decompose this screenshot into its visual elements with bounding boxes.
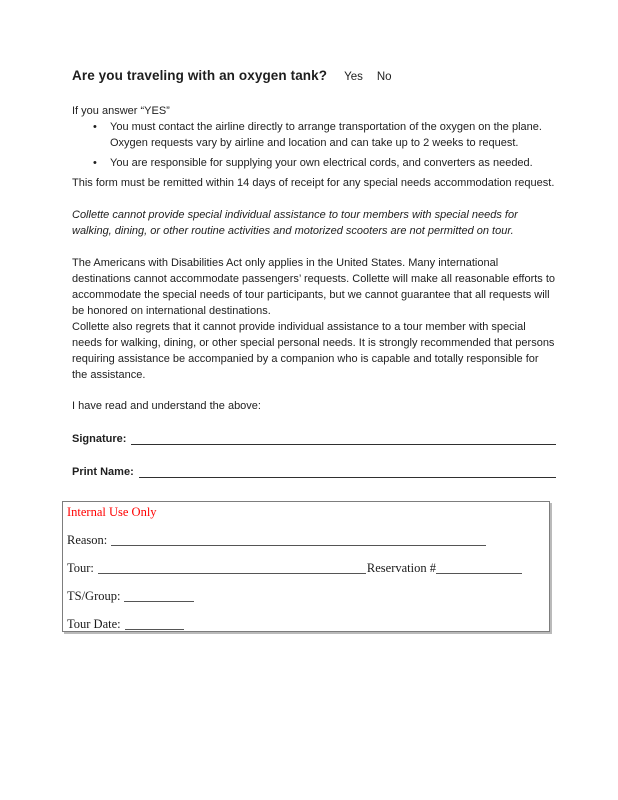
acknowledgement-line: I have read and understand the above: bbox=[72, 400, 261, 412]
bullet-icon: • bbox=[93, 121, 97, 133]
signature-line[interactable] bbox=[131, 443, 556, 445]
list-item bbox=[72, 119, 556, 151]
if-yes-intro: If you answer “YES” bbox=[72, 105, 170, 117]
tour-label: Tour: bbox=[67, 561, 94, 575]
answer-option-yes[interactable]: Yes bbox=[344, 71, 363, 83]
signature-label: Signature: bbox=[72, 433, 127, 445]
print-name-line[interactable] bbox=[139, 476, 556, 478]
tour-line[interactable] bbox=[98, 572, 366, 574]
internal-use-title: Internal Use Only bbox=[67, 505, 157, 519]
list-item bbox=[72, 155, 556, 171]
tour-date-label: Tour Date: bbox=[67, 617, 121, 631]
tour-date-row bbox=[67, 617, 541, 632]
bullet-text: You are responsible for supplying your own electrical cords, and converters as needed. bbox=[110, 157, 533, 169]
remit-note: This form must be remitted within 14 days of receipt for any special needs accommodation request. bbox=[72, 177, 555, 189]
question-title: Are you traveling with an oxygen tank? bbox=[72, 68, 328, 83]
ts-group-line[interactable] bbox=[124, 600, 194, 602]
regret-paragraph: Collette also regrets that it cannot provide individual assistance to a tour member with special needs for walking, dining, or other special personal needs. It is strongly recommended that persons requiring assistance be accompanied by a companion who is capable and totally responsible for the assistance. bbox=[72, 321, 555, 381]
ts-group-label: TS/Group: bbox=[67, 589, 121, 603]
print-name-label: Print Name: bbox=[72, 466, 134, 478]
reason-row bbox=[67, 533, 541, 548]
bullet-text: You must contact the airline directly to arrange transportation of the oxygen on the plane. Oxygen requests vary by airline and location and can take up to 2 weeks to request. bbox=[110, 121, 542, 149]
ts-group-row bbox=[67, 589, 541, 604]
assistance-disclaimer: Collette cannot provide special individual assistance to tour members with special needs for walking, dining, or other routine activities and motorized scooters are not permitted on tour. bbox=[72, 209, 518, 237]
yes-instructions-list bbox=[72, 119, 556, 171]
reason-line[interactable] bbox=[111, 544, 486, 546]
ada-paragraph: The Americans with Disabilities Act only applies in the United States. Many international destinations cannot accommodate passengers’ requests. Collette will make all reasonable efforts to accommodate the special needs of tour participants, but we cannot guarantee that all requests will be honored on international destinations. bbox=[72, 257, 556, 317]
reason-label: Reason: bbox=[67, 533, 108, 547]
reservation-line[interactable] bbox=[436, 572, 522, 574]
signature-row bbox=[72, 431, 556, 447]
tour-row bbox=[67, 561, 541, 576]
print-name-row bbox=[72, 464, 556, 480]
answer-option-no[interactable]: No bbox=[376, 71, 392, 83]
bullet-icon: • bbox=[93, 157, 97, 169]
tour-date-line[interactable] bbox=[125, 628, 184, 630]
reservation-label: Reservation # bbox=[366, 561, 436, 575]
internal-use-box bbox=[62, 501, 550, 632]
question-row bbox=[72, 68, 556, 85]
